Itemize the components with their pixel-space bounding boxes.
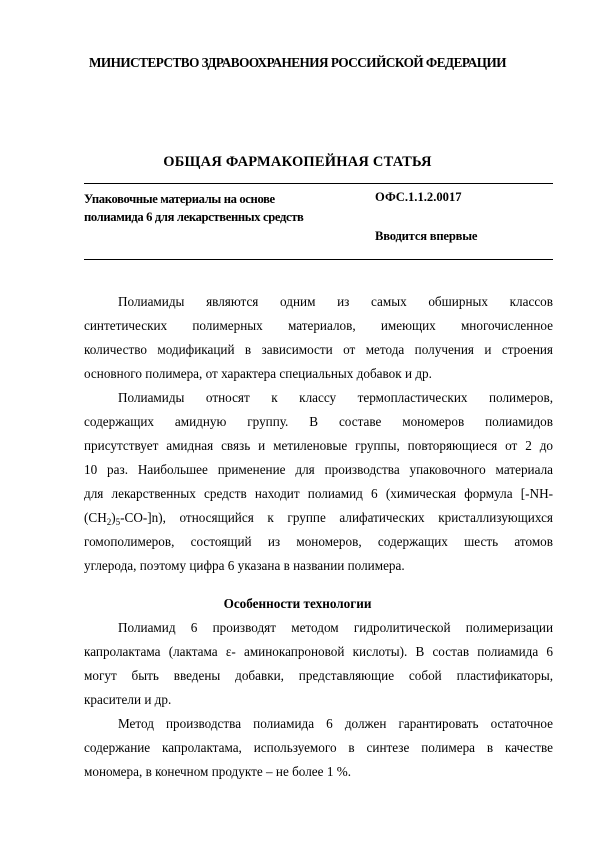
para2-line: углерода, поэтому цифра 6 указана в названии полимера. — [84, 558, 405, 573]
para2-line: 10 раз. Наибольшее применение для производства упаковочного материала — [84, 462, 553, 477]
para4-line: содержание капролактама, используемого в синтезе полимера в качестве — [84, 740, 553, 755]
introduced-note: Вводится впервые — [375, 229, 478, 243]
document-title: ОБЩАЯ ФАРМАКОПЕЙНАЯ СТАТЬЯ — [163, 154, 432, 170]
article-name — [84, 190, 349, 226]
para3-line: могут быть введены добавки, представляющие собой пластификаторы, — [84, 668, 553, 683]
formula-subscript: 5 — [115, 517, 121, 527]
header-rule-bottom — [84, 259, 553, 260]
para3-line: красители и др. — [84, 692, 172, 707]
article-name-line-1: Упаковочные материалы на основе — [84, 192, 275, 206]
formula-subscript: 2 — [106, 517, 112, 527]
para4-line: мономера, в конечном продукте – не более 1 %. — [84, 764, 351, 779]
para2-formula-line — [84, 509, 553, 526]
header-rule-top — [84, 183, 553, 184]
para1-line: синтетических полимерных материалов, имеющих многочисленное — [84, 318, 553, 333]
para1-line: Полиамиды являются одним из самых обширных классов — [118, 294, 553, 309]
para1-line: количество модификаций в зависимости от метода получения и строения — [84, 342, 553, 357]
para2-line: присутствует амидная связь и метиленовые группы, повторяющиеся от 2 до — [84, 438, 553, 453]
para3-line: капролактама (лактама ε- аминокапроновой кислоты). В состав полиамида 6 — [84, 644, 553, 659]
para2-line: Полиамиды относят к классу термопластических полимеров, — [118, 390, 553, 405]
section-heading: Особенности технологии — [223, 596, 372, 611]
formula-rest: -CO-]n), относящийся к группе алифатических кристаллизующихся — [120, 510, 553, 525]
para4-line: Метод производства полиамида 6 должен гарантировать остаточное — [118, 716, 553, 731]
para2-line: для лекарственных средств находит полиамид 6 (химическая формула [-NH- — [84, 486, 553, 501]
para2-line: содержащих амидную группу. В составе мономеров полиамидов — [84, 414, 553, 429]
article-name-line-2: полиамида 6 для лекарственных средств — [84, 210, 304, 224]
formula-part: ) — [111, 510, 116, 525]
para1-line: основного полимера, от характера специальных добавок и др. — [84, 366, 432, 381]
formula-part: (CH — [84, 510, 107, 525]
para3-line: Полиамид 6 производят методом гидролитической полимеризации — [118, 620, 553, 635]
article-code: ОФС.1.1.2.0017 — [375, 190, 462, 204]
ministry-heading: МИНИСТЕРСТВО ЗДРАВООХРАНЕНИЯ РОССИЙСКОЙ ФЕДЕРАЦИИ — [88, 55, 507, 70]
para2-line: гомополимеров, состоящий из мономеров, содержащих шесть атомов — [84, 534, 553, 549]
